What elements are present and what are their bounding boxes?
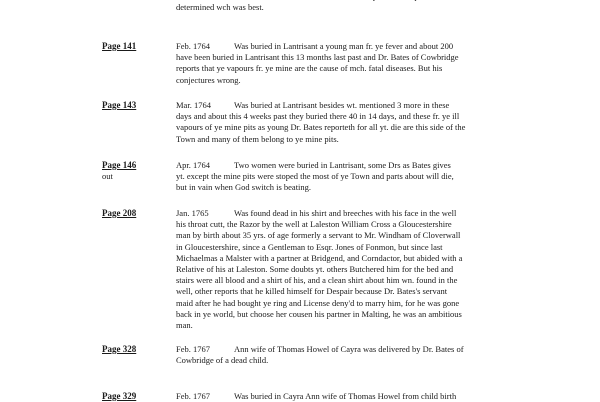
text-line: days and about this 4 weeks past they buried there 40 in 14 days, and these fr. ye ill (176, 111, 460, 122)
text-line: Cowbridge of a dead child. (176, 355, 269, 366)
text-line: man by birth about 35 yrs. of age formerly a servant to Mr. Windham of Cloverwall (176, 230, 461, 241)
page-reference: Page 146 (102, 160, 137, 170)
text-line: conjectures wrong. (176, 74, 241, 85)
text-line: stairs were all blood and a shirt of his, and a clean shirt about him wn. found in the (176, 275, 458, 286)
text-line: Town and many of them belong to ye mine pits. (176, 133, 339, 144)
entry-first-line: Ann wife of Thomas Howel of Cayra was delivered by Dr. Bates of (234, 344, 464, 354)
entry-body (176, 160, 536, 194)
margin-note: out (102, 171, 113, 181)
text-line: but in vain when God switch is beating. (176, 182, 312, 193)
entry-body (176, 391, 536, 402)
text-line: maid after he had bought ye ring and License deny'd to marry him, for he was gone (176, 297, 460, 308)
text-line: reports that ye vapours fr. ye mine are the cause of mch. fatal diseases. But his (176, 63, 443, 74)
entry-first-line: Was buried in Lantrisant a young man fr. ye fever and about 200 (234, 41, 454, 51)
page-reference: Page 208 (102, 208, 137, 218)
entry-body (176, 344, 536, 366)
text-line: Michaelmas a Malster with a partner at Bridgend, and Corndactor, but abided with a (176, 252, 463, 263)
entry-date: Feb. 1764 (176, 41, 210, 51)
entry-date: Apr. 1764 (176, 160, 210, 170)
text-line: have been buried in Lantrisant this 13 months last past and Dr. Bates of Cowbridge (176, 52, 459, 63)
entry-first-line: Was found dead in his shirt and breeches with his face in the well (234, 208, 457, 218)
text-line: determined wch was best. (176, 2, 264, 13)
entry-body (176, 208, 536, 331)
entry-date: Feb. 1767 (176, 391, 210, 401)
entry-first-line: Two women were buried in Lantrisant, some Drs as Bates gives (234, 160, 451, 170)
text-line: vapours of ye mine pits as young Dr. Bates reporteth for all yt. die are this side of the (176, 122, 466, 133)
entry-body (176, 100, 536, 145)
text-line: back in ye world, but choose her cousen his partner in Malting, he was an ambitious (176, 308, 462, 319)
page-reference: Page 328 (102, 344, 137, 354)
page-reference: Page 141 (102, 41, 137, 51)
text-line: man. (176, 320, 193, 331)
entry-first-line: Was buried at Lantrisant besides wt. mentioned 3 more in these (234, 100, 450, 110)
text-line: Relative of his at Laleston. Some doubts yt. others Butchered him for the bed and (176, 264, 454, 275)
page-reference: Page 329 (102, 391, 137, 401)
text-line: in Gloucestershire, since a Gentleman to Esqr. Jones of Fonmon, but since last (176, 241, 443, 252)
entry-date: Mar. 1764 (176, 100, 211, 110)
text-line: yt. except the mine pits were stoped the most of ye Town and parts about will die, (176, 171, 454, 182)
entry-body (176, 41, 536, 86)
page-reference: Page 143 (102, 100, 137, 110)
top-fragment (176, 0, 536, 13)
text-line: his throat cutt, the Razor by the well at Laleston William Cross a Gloucestershire (176, 219, 452, 230)
entry-first-line: Was buried in Cayra Ann wife of Thomas Howel from child birth (234, 391, 457, 401)
entry-date: Feb. 1767 (176, 344, 210, 354)
text-line: well, other reports that he killed himself for Despair because Dr. Bates's servant (176, 286, 448, 297)
entry-date: Jan. 1765 (176, 208, 209, 218)
